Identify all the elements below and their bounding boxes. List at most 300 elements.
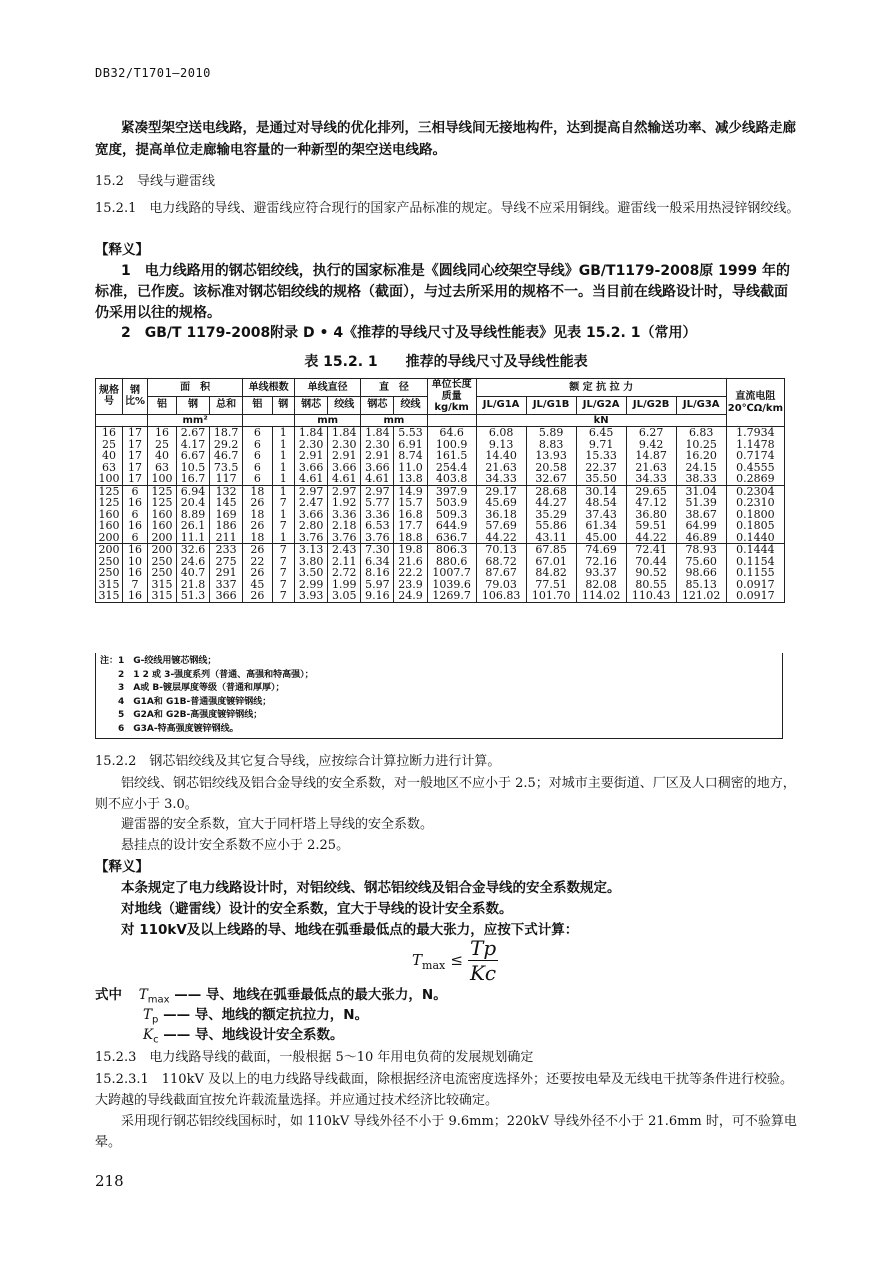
section-15-2-2: 15.2.2 钢芯铝绞线及其它复合导线，应按综合计算拉断力进行计算。 [95,754,501,769]
table-cell: 22.37 [576,462,626,474]
table-cell: 2.11 [328,556,361,568]
table-cell: 125 [148,497,177,509]
table-cell: 63 [148,462,177,474]
table-row [96,567,785,579]
table-cell: 315 [96,579,123,591]
table-row [96,473,785,485]
table-cell: 70.44 [626,556,676,568]
table-group-1 [96,427,785,486]
table-cell: 6.94 [176,485,209,497]
table-cell: 32.67 [526,473,576,485]
note-line: 4 G1A和 G1B-普通强度镀锌钢线； [100,696,272,707]
table-cell: 61.34 [576,520,626,532]
table-cell: 5.77 [361,497,394,509]
table-cell: 6.34 [361,556,394,568]
table-cell: 7 [272,556,294,568]
table-cell: 25 [148,439,177,451]
table-cell: 275 [210,556,243,568]
table-cell: 87.67 [476,567,526,579]
table-cell: 3.76 [295,532,328,544]
table-cell: 0.1805 [726,520,784,532]
table-cell: 315 [96,590,123,602]
table-cell: 101.70 [526,590,576,602]
table-cell: 8.89 [176,509,209,521]
table-cell: 3.66 [295,462,328,474]
table-cell: 90.52 [626,567,676,579]
table-cell: 337 [210,579,243,591]
table-cell: 0.2304 [726,485,784,497]
table-cell: 29.17 [476,485,526,497]
table-cell: 200 [148,532,177,544]
table-cell: 2.97 [295,485,328,497]
table-cell: 0.1154 [726,556,784,568]
table-cell: 10.25 [676,439,726,451]
table-cell: 2.91 [328,450,361,462]
table-cell: 13.8 [394,473,427,485]
table-cell: 14.9 [394,485,427,497]
table-cell: 200 [96,532,123,544]
table-cell: 100.9 [427,439,476,451]
table-cell: 25 [96,439,123,451]
table-cell: 7.30 [361,544,394,556]
table-cell: 16 [123,544,148,556]
table-cell: 1.84 [328,427,361,439]
table-cell: 40.7 [176,567,209,579]
table-cell: 6.67 [176,450,209,462]
table-cell: 79.03 [476,579,526,591]
table-cell: 72.41 [626,544,676,556]
table-cell: 250 [96,556,123,568]
table-cell: 5.89 [526,427,576,439]
table-cell: 114.02 [576,590,626,602]
table-cell: 48.54 [576,497,626,509]
formula-lhs-sub: max [422,959,446,973]
table-cell: 2.72 [328,567,361,579]
table-cell: 43.11 [526,532,576,544]
tension-formula [412,936,498,985]
table-cell: 34.33 [626,473,676,485]
table-cell: 84.82 [526,567,576,579]
formula-numerator: Tp [469,936,497,960]
th-single-dia: 单线直径 [295,379,361,397]
page-number: 218 [95,1172,124,1190]
table-cell: 250 [148,556,177,568]
table-cell: 26 [243,590,272,602]
table-cell: 160 [148,509,177,521]
table-cell: 22.2 [394,567,427,579]
where-symbol-3: K [143,1027,154,1043]
table-cell: 1.1478 [726,439,784,451]
table-cell: 6.53 [361,520,394,532]
table-cell: 0.2310 [726,497,784,509]
th-unit-kn: kN [476,414,726,427]
table-cell: 28.68 [526,485,576,497]
table-cell: 17 [123,427,148,439]
table-cell: 1.84 [361,427,394,439]
table-cell: 35.29 [526,509,576,521]
table-cell: 200 [148,544,177,556]
safety-factor-paragraph: 铝绞线、钢芯铝绞线及铝合金导线的安全系数，对一般地区不应小于 2.5；对城市主要街道、厂区及人口稠密的地方，则不应小于 3.0。 [95,776,796,812]
table-cell: 11.0 [394,462,427,474]
table-cell: 45.00 [576,532,626,544]
th-dia: 直 径 [361,379,427,397]
th-g1a: JL/G1A [476,396,526,414]
table-cell: 6 [123,509,148,521]
table-cell: 44.22 [626,532,676,544]
table-cell: 806.3 [427,544,476,556]
explanation-text-3: 对 110kV及以上线路的导、地线在弧垂最低点的最大张力，应按下式计算： [121,922,579,938]
table-notes [95,653,783,739]
table-cell: 7 [123,579,148,591]
table-row [96,427,785,439]
th-steel-core: 钢芯 [295,396,328,414]
table-cell: 397.9 [427,485,476,497]
table-cell: 3.66 [361,462,394,474]
table-cell: 6 [243,473,272,485]
table-cell: 77.51 [526,579,576,591]
table-cell: 18.8 [394,532,427,544]
table-cell: 3.36 [328,509,361,521]
table-cell: 44.27 [526,497,576,509]
table-cell: 18 [243,509,272,521]
table-cell: 46.7 [210,450,243,462]
table-cell: 24.9 [394,590,427,602]
formula-lhs: T [412,951,423,969]
table-cell: 1 [272,462,294,474]
table-cell: 10 [123,556,148,568]
table-cell: 17 [123,439,148,451]
table-row [96,520,785,532]
table-cell: 11.1 [176,532,209,544]
table-cell: 7 [272,567,294,579]
table-cell: 98.66 [676,567,726,579]
table-cell: 3.50 [295,567,328,579]
table-cell: 26 [243,544,272,556]
lightning-factor-paragraph: 避雷器的安全系数，宜大于同杆塔上导线的安全系数。 [121,817,434,832]
table-cell: 125 [96,485,123,497]
table-cell: 1 [272,439,294,451]
table-cell: 7 [272,590,294,602]
table-cell: 9.42 [626,439,676,451]
table-cell: 51.3 [176,590,209,602]
table-cell: 2.30 [328,439,361,451]
suspension-factor-paragraph: 悬挂点的设计安全系数不应小于 2.25。 [121,838,350,853]
where-label: 式中 [95,987,122,1003]
table-cell: 3.76 [361,532,394,544]
table-cell: 23.9 [394,579,427,591]
table-cell: 20.4 [176,497,209,509]
table-cell: 6 [123,485,148,497]
th-unit-mm-b: mm [361,414,427,427]
table-cell: 8.74 [394,450,427,462]
table-cell: 0.1440 [726,532,784,544]
where-desc-2: —— 导、地线的额定抗拉力，N。 [163,1007,369,1023]
table-cell: 0.1800 [726,509,784,521]
table-cell: 9.13 [476,439,526,451]
table-cell: 1 [272,509,294,521]
table-cell: 117 [210,473,243,485]
table-cell: 106.83 [476,590,526,602]
table-cell: 6.27 [626,427,676,439]
table-cell: 67.01 [526,556,576,568]
table-cell: 2.67 [176,427,209,439]
table-row [96,532,785,544]
table-cell: 64.99 [676,520,726,532]
table-cell: 250 [96,567,123,579]
table-cell: 45 [243,579,272,591]
table-cell: 63 [96,462,123,474]
table-cell: 233 [210,544,243,556]
table-cell: 4.61 [328,473,361,485]
table-cell: 4.61 [295,473,328,485]
table-cell: 72.16 [576,556,626,568]
where-symbol-1-sub: max [147,994,170,1006]
table-cell: 21.6 [394,556,427,568]
table-cell: 14.87 [626,450,676,462]
table-cell: 1 [272,485,294,497]
table-cell: 121.02 [676,590,726,602]
th-total: 总和 [210,396,243,414]
table-cell: 9.71 [576,439,626,451]
table-cell: 17 [123,473,148,485]
table-cell: 3.66 [295,509,328,521]
table-cell: 1.7934 [726,427,784,439]
table-cell: 0.1155 [726,567,784,579]
table-cell: 1007.7 [427,567,476,579]
table-cell: 38.67 [676,509,726,521]
table-cell: 100 [148,473,177,485]
table-cell: 366 [210,590,243,602]
table-cell: 1039.6 [427,579,476,591]
where-line-3 [95,1025,800,1051]
table-cell: 40 [96,450,123,462]
table-cell: 7 [272,520,294,532]
th-al2: 铝 [243,396,272,414]
th-spec: 规格号 [96,379,123,415]
table-cell: 59.51 [626,520,676,532]
section-15-2-heading: 15.2 导线与避雷线 [95,174,215,189]
table-cell: 29.65 [626,485,676,497]
table-cell: 15.33 [576,450,626,462]
th-area: 面 积 [148,379,243,397]
where-desc-3: —— 导、地线设计安全系数。 [163,1027,344,1043]
table-cell: 22 [243,556,272,568]
table-cell: 14.40 [476,450,526,462]
table-cell: 17 [123,450,148,462]
table-cell: 3.80 [295,556,328,568]
table-cell: 160 [148,520,177,532]
table-cell: 37.43 [576,509,626,521]
section-15-2-3-1: 15.2.3.1 110kV 及以上的电力线路导线截面，除根据经济电流密度选择外；还要按电晕及无线电干扰等条件进行校验。大跨越的导线截面宜按允许载流量选择。并应通过技术经济比较确定。 [95,1072,793,1108]
note-line: 注：1 G-绞线用镀芯钢线； [100,656,217,666]
table-cell: 100 [96,473,123,485]
table-cell: 26 [243,497,272,509]
note-line: 6 G3A-特高强度镀锌钢线。 [100,723,239,734]
note-line: 3 A或 B-镀层厚度等级（普通和厚厚）； [100,683,285,693]
table-cell: 82.08 [576,579,626,591]
formula-relation: ≤ [450,951,463,969]
table-cell: 3.36 [361,509,394,521]
table-cell: 45.69 [476,497,526,509]
table-group-2 [96,485,785,544]
section-15-2-1: 15.2.1 电力线路的导线、避雷线应符合现行的国家产品标准的规定。导线不应采用铜线。避雷线一般采用热浸锌钢绞线。 [95,201,800,216]
table-row [96,450,785,462]
th-g2a: JL/G2A [576,396,626,414]
table-cell: 880.6 [427,556,476,568]
table-cell: 26.1 [176,520,209,532]
table-cell: 3.66 [328,462,361,474]
table-cell: 64.6 [427,427,476,439]
table-cell: 2.99 [295,579,328,591]
table-cell: 160 [96,509,123,521]
table-cell: 80.55 [626,579,676,591]
th-strand-wire: 绞线 [328,396,361,414]
table-cell: 6 [243,439,272,451]
table-cell: 3.76 [328,532,361,544]
table-cell: 16.20 [676,450,726,462]
table-group-3 [96,544,785,603]
intro-paragraph: 紧凑型架空送电线路，是通过对导线的优化排列，三相导线间无接地构件，达到提高自然输送功率、减少线路走廊宽度，提高单位走廊输电容量的一种新型的架空送电线路。 [95,120,796,158]
table-cell: 7 [272,544,294,556]
table-cell: 2.91 [361,450,394,462]
table-cell: 24.15 [676,462,726,474]
table-row [96,497,785,509]
table-cell: 10.5 [176,462,209,474]
table-cell: 16 [148,427,177,439]
table-cell: 2.30 [295,439,328,451]
table-cell: 636.7 [427,532,476,544]
th-al: 铝 [148,396,177,414]
formula-denominator: Kc [469,961,497,985]
conductor-table [95,378,785,603]
table-cell: 6 [243,427,272,439]
table-cell: 16 [123,590,148,602]
table-cell: 30.14 [576,485,626,497]
table-cell: 16 [96,427,123,439]
table-cell: 6.91 [394,439,427,451]
table-cell: 1269.7 [427,590,476,602]
table-cell: 0.0917 [726,590,784,602]
table-cell: 57.69 [476,520,526,532]
table-cell: 18 [243,485,272,497]
table-cell: 1 [272,427,294,439]
table-cell: 19.8 [394,544,427,556]
table-cell: 0.7174 [726,450,784,462]
table-cell: 6.45 [576,427,626,439]
table-cell: 73.5 [210,462,243,474]
table-cell: 291 [210,567,243,579]
table-cell: 132 [210,485,243,497]
explanation-label-2: 【释义】 [95,859,149,875]
table-cell: 125 [96,497,123,509]
table-cell: 75.60 [676,556,726,568]
table-cell: 125 [148,485,177,497]
table-cell: 31.04 [676,485,726,497]
table-cell: 26 [243,567,272,579]
table-cell: 315 [148,579,177,591]
th-steel-ratio: 钢比% [123,379,148,415]
table-cell: 161.5 [427,450,476,462]
explanation-item-1: 1 电力线路用的钢芯铝绞线，执行的国家标准是《圆线同心绞架空导线》GB/T1179-2008原 1999 年的标准，已作废。该标准对钢芯铝绞线的规格（截面），与过去所采用的规格不一。当目前在线路设计时，导线截面仍采用以往的规格。 [95,263,791,321]
table-cell: 1 [272,532,294,544]
table-cell: 70.13 [476,544,526,556]
table-cell: 160 [96,520,123,532]
th-st: 钢 [176,396,209,414]
table-cell: 2.18 [328,520,361,532]
table-cell: 1.92 [328,497,361,509]
where-symbol-2-sub: p [152,1014,159,1026]
th-strand-wire2: 绞线 [394,396,427,414]
table-cell: 34.33 [476,473,526,485]
section-15-2-3: 15.2.3 电力线路导线的截面，一般根据 5～10 年用电负荷的发展规划确定 [95,1050,534,1065]
table-cell: 16 [123,567,148,579]
explanation-label-1: 【释义】 [95,242,149,258]
document-code: DB32/T1701—2010 [95,66,211,80]
table-cell: 36.18 [476,509,526,521]
note-line: 2 1 2 或 3-强度系列（普通、高强和特高强）； [100,669,314,680]
table-cell: 0.4555 [726,462,784,474]
table-cell: 1.99 [328,579,361,591]
table-cell: 0.2869 [726,473,784,485]
table-cell: 1 [272,473,294,485]
table-cell: 644.9 [427,520,476,532]
th-unit-mm: mm [295,414,361,427]
table-cell: 6 [243,450,272,462]
table-cell: 8.16 [361,567,394,579]
explanation-text-1: 本条规定了电力线路设计时，对铝绞线、钢芯铝绞线及铝合金导线的安全系数规定。 [121,880,621,896]
table-cell: 46.89 [676,532,726,544]
table-cell: 2.80 [295,520,328,532]
table-cell: 2.43 [328,544,361,556]
th-mass: 单位长度质量kg/km [427,379,476,415]
table-cell: 2.30 [361,439,394,451]
table-cell: 186 [210,520,243,532]
table-cell: 21.63 [476,462,526,474]
table-cell: 6.08 [476,427,526,439]
table-cell: 24.6 [176,556,209,568]
table-cell: 211 [210,532,243,544]
table-cell: 68.72 [476,556,526,568]
table-cell: 254.4 [427,462,476,474]
table-cell: 15.7 [394,497,427,509]
th-unit-mm2: mm² [148,414,243,427]
table-row [96,590,785,602]
table-title: 表 15.2. 1 推荐的导线尺寸及导线性能表 [304,354,588,370]
table-cell: 9.16 [361,590,394,602]
table-cell: 18.7 [210,427,243,439]
table-cell: 44.22 [476,532,526,544]
formula-fraction [468,936,498,985]
corona-paragraph: 采用现行钢芯铝绞线国标时，如 110kV 导线外径不小于 9.6mm；220kV 导线外径不小于 21.6mm 时，可不验算电晕。 [95,1114,797,1150]
table-cell: 0.0917 [726,579,784,591]
table-cell: 17 [123,462,148,474]
table-cell: 78.93 [676,544,726,556]
table-cell: 110.43 [626,590,676,602]
table-cell: 21.63 [626,462,676,474]
explanation-item-2: 2 GB/T 1179-2008附录 D • 4《推荐的导线尺寸及导线性能表》见表 15.2. 1（常用） [121,325,697,341]
th-steel-core2: 钢芯 [361,396,394,414]
table-cell: 13.93 [526,450,576,462]
table-cell: 74.69 [576,544,626,556]
where-symbol-2: T [143,1007,153,1023]
table-cell: 21.8 [176,579,209,591]
table-cell: 0.1444 [726,544,784,556]
th-strands: 单线根数 [243,379,295,397]
table-cell: 4.61 [361,473,394,485]
table-row [96,544,785,556]
table-cell: 26 [243,520,272,532]
table-cell: 503.9 [427,497,476,509]
